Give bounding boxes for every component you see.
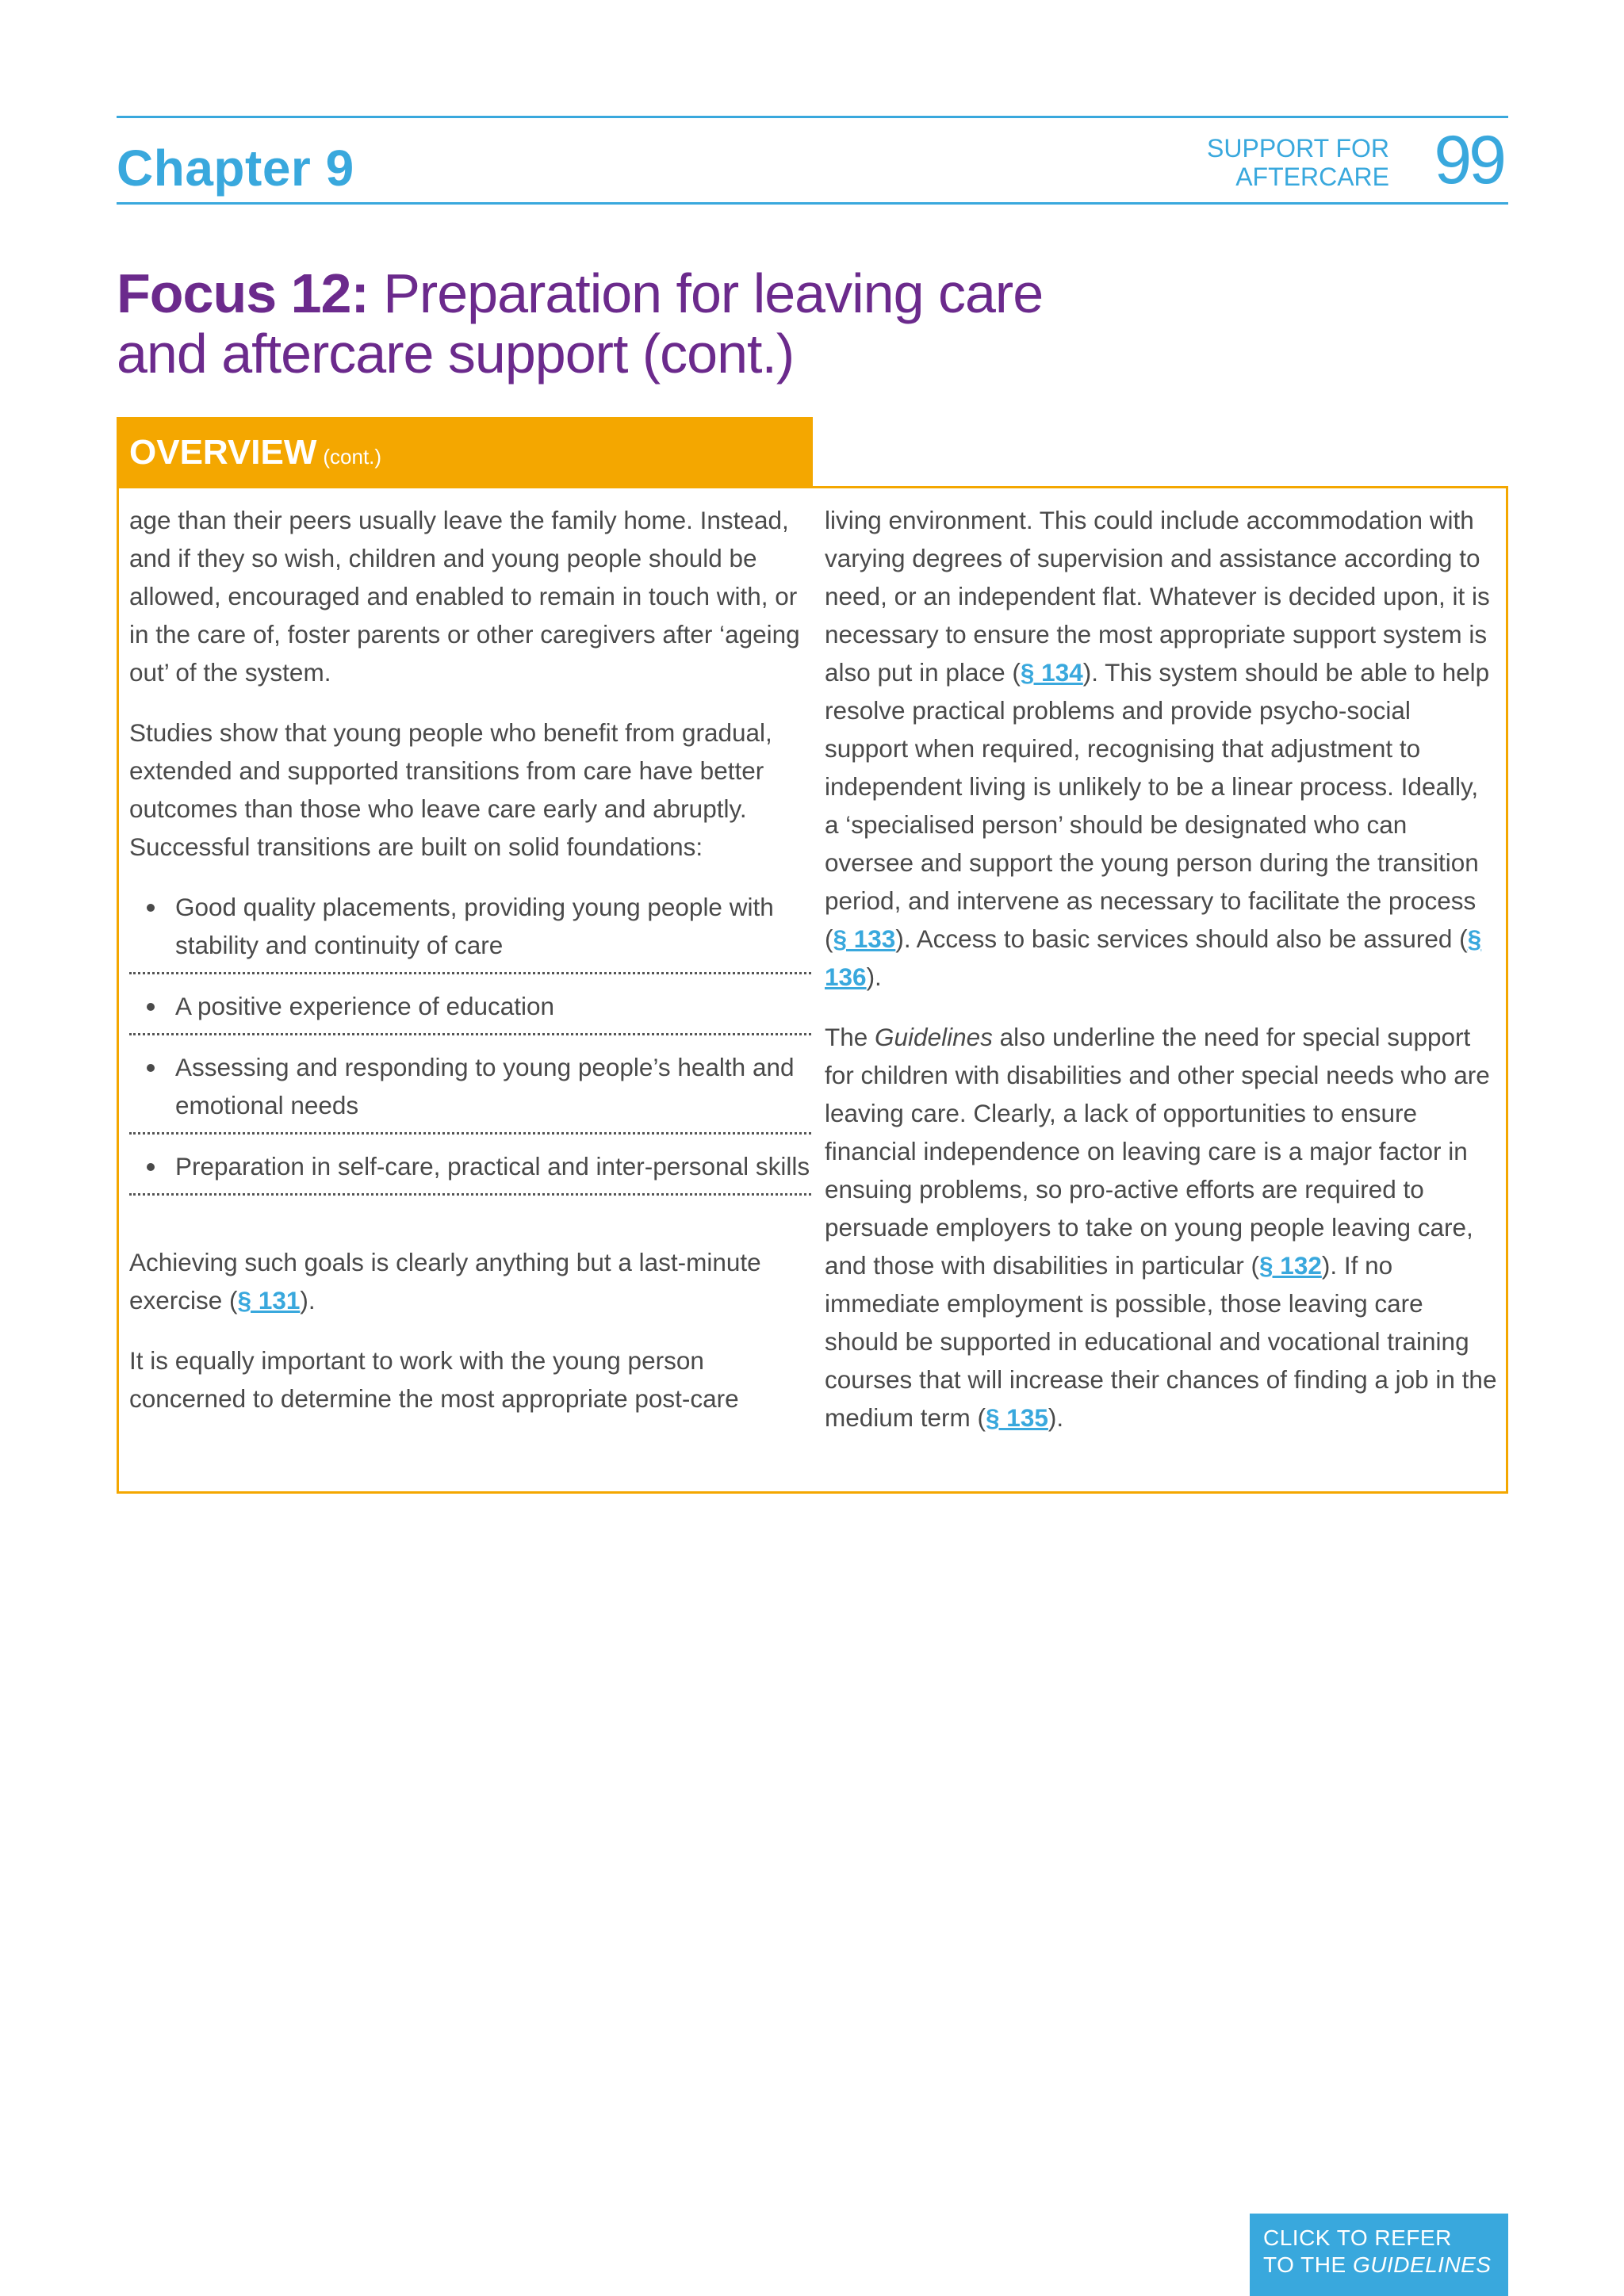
right-paragraph-1-b: ). This system should be able to help resolve practical problems and provide psycho-social support when required, recognising that adjustment to independent living is unlikely to be a linear process. Ideally, a ‘specialised person’ should be designated who can oversee and support the young person during the transition period, and intervene as necessary to facilitate the process ( — [825, 658, 1490, 953]
left-paragraph-3-end: ). — [300, 1286, 316, 1314]
overview-label: OVERVIEW — [129, 433, 317, 472]
guideline-link-133[interactable]: § 133 — [833, 924, 896, 953]
left-paragraph-3 — [129, 1243, 811, 1319]
right-paragraph-1-c: ). Access to basic services should also be assured ( — [895, 924, 1468, 953]
guideline-link-136[interactable]: § 136 — [825, 924, 1482, 991]
right-column — [825, 501, 1499, 1459]
overview-cont: (cont.) — [323, 445, 382, 469]
list-item: Good quality placements, providing young people with stability and continuity of care — [129, 888, 811, 974]
list-item: A positive experience of education — [129, 974, 811, 1035]
right-paragraph-2-c: ). If no immediate employment is possible, those leaving care should be supported in educational and vocational training courses that will increase their chances of finding a job in the medium term ( — [825, 1251, 1497, 1432]
right-paragraph-1-d: ). — [866, 962, 882, 991]
overview-tab — [117, 417, 813, 487]
guidelines-button-prefix: TO THE — [1263, 2252, 1353, 2277]
guidelines-button-line1: CLICK TO REFER — [1263, 2225, 1452, 2250]
guideline-link-132[interactable]: § 132 — [1259, 1251, 1322, 1280]
guideline-link-135[interactable]: § 135 — [986, 1403, 1048, 1432]
guidelines-button-italic: GUIDELINES — [1352, 2252, 1492, 2277]
section-title-line2: AFTERCARE — [1235, 163, 1389, 191]
guidelines-button-line2 — [1263, 2252, 1508, 2279]
list-item: Preparation in self-care, practical and inter-personal skills — [129, 1135, 811, 1196]
focus-title — [117, 263, 1068, 384]
page-number: 99 — [1434, 122, 1503, 198]
page-header — [117, 116, 1508, 205]
right-paragraph-1-a: living environment. This could include accommodation with varying degrees of supervision and assistance according to need, or an independent flat. Whatever is decided upon, it is necessary to ensure the most appropriate support system is also put in place ( — [825, 506, 1490, 687]
right-paragraph-2 — [825, 1018, 1499, 1437]
left-paragraph-2: Studies show that young people who benefit from gradual, extended and supported transitions from care have better outcomes than those who leave care early and abruptly. Successful transitions are built on solid foundations: — [129, 718, 772, 861]
guidelines-emphasis: Guidelines — [875, 1023, 993, 1051]
right-paragraph-2-d: ). — [1048, 1403, 1064, 1432]
refer-to-guidelines-button[interactable] — [1250, 2214, 1508, 2296]
left-column — [129, 501, 811, 1440]
guideline-link-131[interactable]: § 131 — [237, 1286, 301, 1314]
overview-box — [117, 486, 1508, 1494]
focus-label: Focus 12: — [117, 262, 369, 324]
left-paragraph-3-text: Achieving such goals is clearly anything but a last-minute exercise ( — [129, 1248, 761, 1314]
chapter-title: Chapter 9 — [117, 140, 354, 197]
list-item: Assessing and responding to young people’s health and emotional needs — [129, 1035, 811, 1135]
focus-title-line2: and aftercare support (cont.) — [117, 323, 795, 385]
right-paragraph-2-b: also underline the need for special support for children with disabilities and other special needs who are leaving care. Clearly, a lack of opportunities to ensure financial independence on leaving care is a major factor in ensuing problems, so pro-active efforts are required to persuade employers to take on young people leaving care, and those with disabilities in particular ( — [825, 1023, 1490, 1280]
list-spacer — [129, 1196, 811, 1243]
right-paragraph-2-a: The — [825, 1023, 875, 1051]
section-title — [1207, 134, 1389, 191]
right-paragraph-1 — [825, 501, 1499, 996]
foundations-list — [129, 888, 811, 1196]
section-title-line1: SUPPORT FOR — [1207, 134, 1389, 163]
left-paragraph-4: It is equally important to work with the young person concerned to determine the most appropriate post-care — [129, 1346, 739, 1413]
focus-title-line1: Preparation for leaving care — [368, 262, 1044, 324]
left-paragraph-1: age than their peers usually leave the family home. Instead, and if they so wish, children and young people should be allowed, encouraged and enabled to remain in touch with, or in the care of, foster parents or other caregivers after ‘ageing out’ of the system. — [129, 506, 800, 687]
guideline-link-134[interactable]: § 134 — [1020, 658, 1083, 687]
